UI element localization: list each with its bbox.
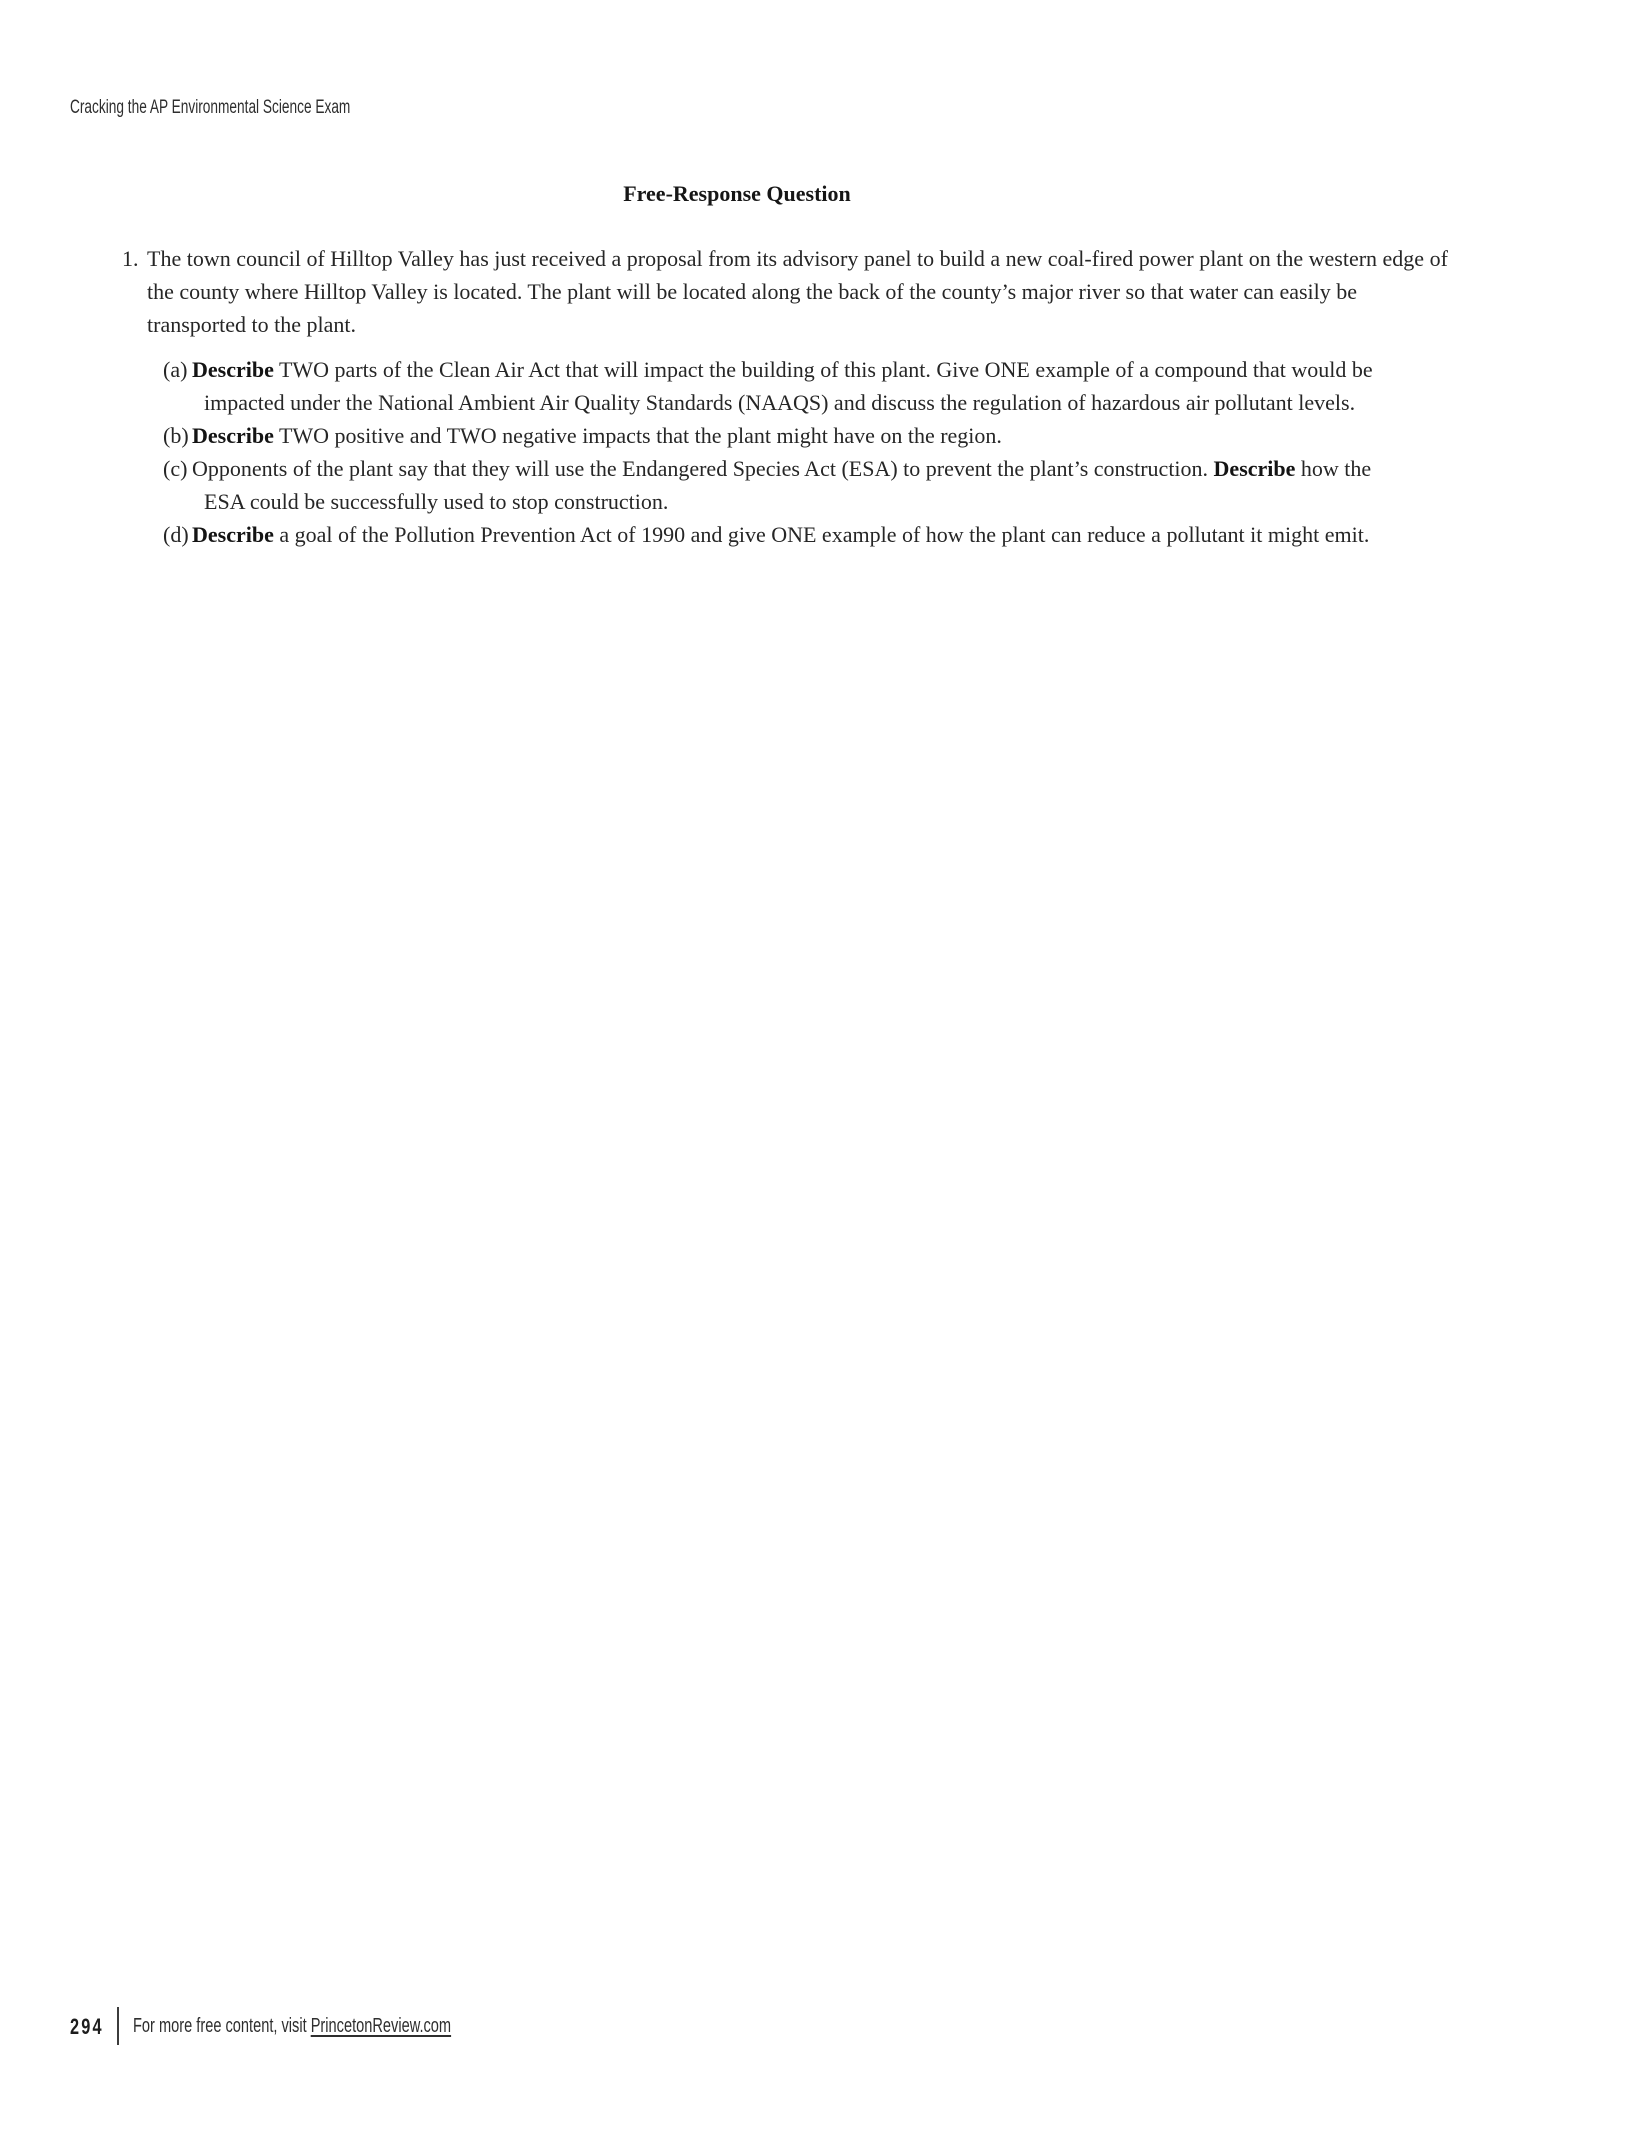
question-stem-text: The town council of Hilltop Valley has just received a proposal from its advisory panel to build a new coal-fired power plant on the western edge of the county where Hilltop Valley is located. The plant will be located along the back of the county’s major river so that water can easily be transported to the plant.: [147, 246, 1448, 337]
part-bold-verb: Describe: [192, 522, 274, 547]
princeton-review-link[interactable]: PrincetonReview.com: [310, 2015, 452, 2037]
question-part-c: [163, 452, 1410, 518]
question-number: 1.: [122, 246, 139, 271]
running-header: Cracking the AP Environmental Science Exam: [70, 97, 351, 118]
question-stem: [122, 242, 1452, 341]
part-bold-verb: Describe: [1213, 456, 1296, 481]
part-label: (c): [163, 456, 188, 481]
part-bold-verb: Describe: [192, 357, 274, 382]
footer-text-label: For more free content, visit: [133, 2015, 311, 2037]
part-text: TWO parts of the Clean Air Act that will impact the building of this plant. Give ONE example of a compound that would be impacted under the National Ambient Air Quality Standards (NAAQS) and discuss the regulation of hazardous air pollutant levels.: [204, 357, 1373, 415]
question-parts: [163, 353, 1410, 551]
part-label: (a): [163, 357, 188, 382]
part-label: (d): [163, 522, 189, 547]
question-part-d: [163, 518, 1410, 551]
question-part-b: [163, 419, 1410, 452]
footer-divider: [117, 2007, 119, 2045]
question-part-a: [163, 353, 1410, 419]
part-text: TWO positive and TWO negative impacts that the plant might have on the region.: [273, 423, 1002, 448]
part-text: how the ESA could be successfully used to stop construction.: [204, 456, 1372, 514]
part-prefix: Opponents of the plant say that they will use the Endangered Species Act (ESA) to prevent the plant’s construction.: [192, 456, 1214, 481]
section-title: Free-Response Question: [623, 181, 851, 206]
page-number: 294: [70, 2014, 104, 2039]
footer-text: [133, 2015, 451, 2038]
part-text: a goal of the Pollution Prevention Act of 1990 and give ONE example of how the plant can reduce a pollutant it might emit.: [273, 522, 1370, 547]
part-label: (b): [163, 423, 189, 448]
part-bold-verb: Describe: [192, 423, 274, 448]
